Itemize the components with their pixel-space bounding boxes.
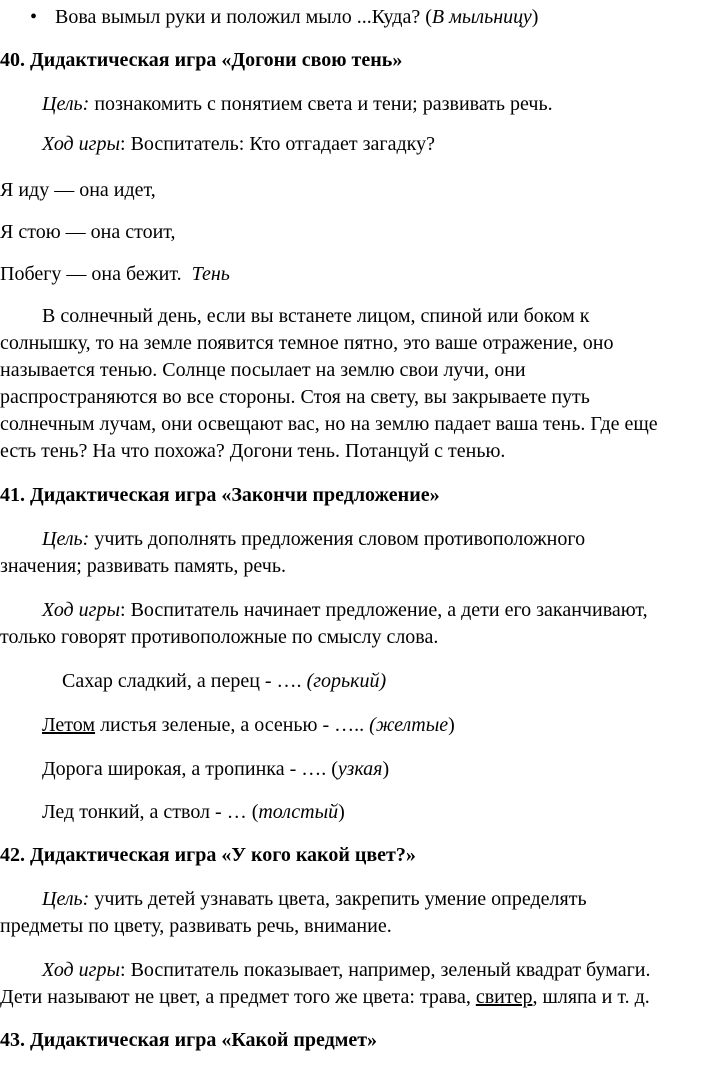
game41-goal-cont: значения; развивать память, речь. xyxy=(0,555,286,577)
game40-paragraph-line: есть тень? На что похожа? Догони тень. Потанцуй с тенью. xyxy=(0,440,506,462)
game40-paragraph-line: называется тенью. Солнце посылает на землю свои лучи, они xyxy=(0,359,526,381)
game40-paragraph-line: солнечным лучам, они освещают вас, но на землю падает ваша тень. Где еще xyxy=(0,413,658,435)
example-line: Лед тонкий, а ствол - … (толстый) xyxy=(42,801,345,823)
game40-paragraph-line: В солнечный день, если вы встанете лицом, спиной или боком к xyxy=(42,305,590,327)
example-line: Сахар сладкий, а перец - …. (горький) xyxy=(62,670,387,692)
game41-goal: Цель: учить дополнять предложения словом противоположного xyxy=(42,528,586,550)
game43-title: 43. Дидактическая игра «Какой предмет» xyxy=(0,1029,378,1051)
riddle-line-2: Я стою — она стоит, xyxy=(0,221,176,243)
game42-course-cont: Дети называют не цвет, а предмет того же цвета: трава, свитер, шляпа и т. д. xyxy=(0,986,650,1008)
game42-goal: Цель: учить детей узнавать цвета, закрепить умение определять xyxy=(42,888,587,910)
game41-title: 41. Дидактическая игра «Закончи предложение» xyxy=(0,484,440,506)
bullet-line: Вова вымыл руки и положил мыло ...Куда? (В мыльницу) xyxy=(55,6,539,28)
example-line: Дорога широкая, а тропинка - …. (узкая) xyxy=(42,758,390,780)
game40-paragraph-line: распространяются во все стороны. Стоя на свету, вы закрываете путь xyxy=(0,386,590,408)
riddle-line-3: Побегу — она бежит. Тень xyxy=(0,263,230,285)
game40-paragraph-line: солнышку, то на земле появится темное пятно, это ваше отражение, оно xyxy=(0,332,614,354)
game42-course: Ход игры: Воспитатель показывает, например, зеленый квадрат бумаги. xyxy=(42,959,651,981)
game41-course-cont: только говорят противоположные по смыслу слова. xyxy=(0,626,439,648)
game42-title: 42. Дидактическая игра «У кого какой цвет?» xyxy=(0,844,416,866)
game42-goal-cont: предметы по цвету, развивать речь, внимание. xyxy=(0,915,392,937)
bullet-icon: • xyxy=(30,6,38,28)
game41-course: Ход игры: Воспитатель начинает предложение, а дети его заканчивают, xyxy=(42,599,648,621)
example-line: Летом листья зеленые, а осенью - ….. (желтые) xyxy=(42,714,455,736)
game40-title: 40. Дидактическая игра «Догони свою тень» xyxy=(0,49,403,71)
game40-course: Ход игры: Воспитатель: Кто отгадает загадку? xyxy=(42,133,435,155)
game40-goal: Цель: познакомить с понятием света и тени; развивать речь. xyxy=(42,93,553,115)
riddle-line-1: Я иду — она идет, xyxy=(0,179,156,201)
